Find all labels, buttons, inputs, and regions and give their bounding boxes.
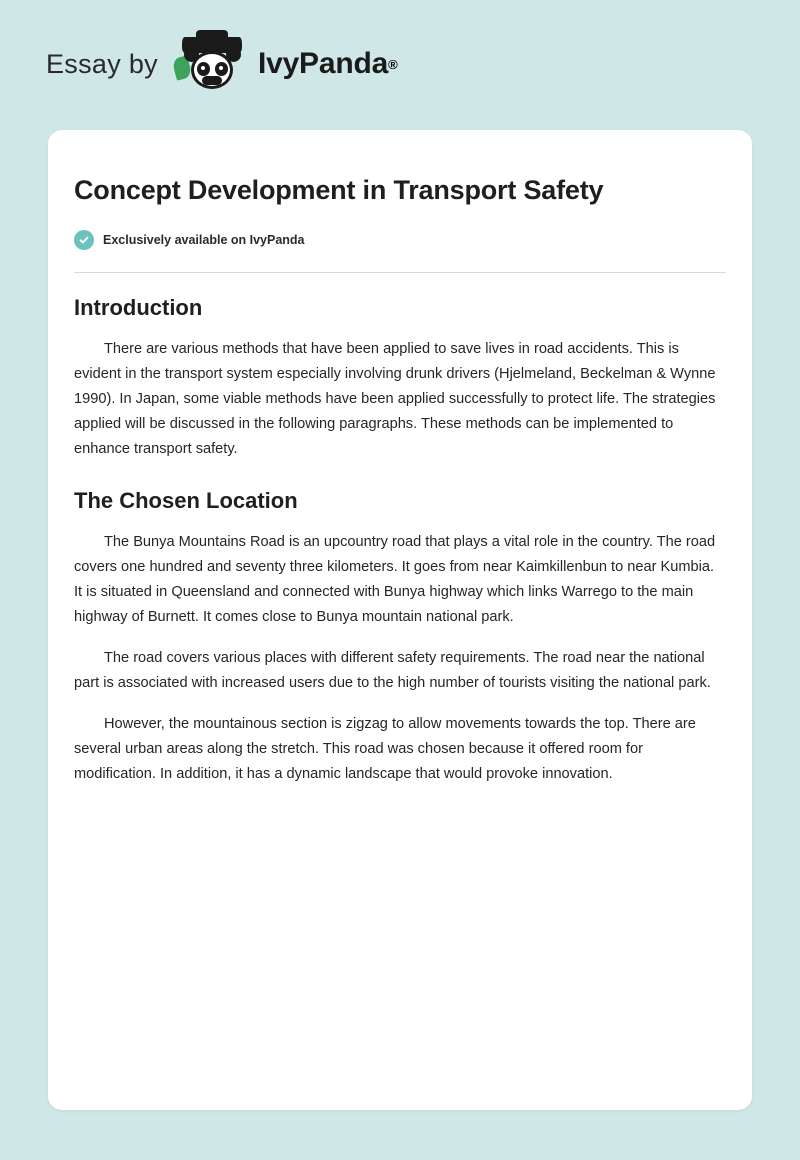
panda-muzzle-icon bbox=[202, 76, 222, 85]
exclusivity-badge bbox=[74, 230, 726, 250]
page-title: Concept Development in Transport Safety bbox=[74, 175, 604, 205]
essay-by-label: Essay by bbox=[46, 48, 158, 79]
panda-eye-left-icon bbox=[197, 62, 210, 76]
section-heading-chosen-location: The Chosen Location bbox=[74, 488, 298, 513]
paragraph: There are various methods that have been applied to save lives in road accidents. This is evident in the transport system especially involving drunk drivers (Hjelmeland, Beckelman & Wynne 1990). In Japan, some viable methods have been applied successfully to protect life. The strategies applied will be discussed in the following paragraphs. These methods can be implemented to enhance transport safety. bbox=[74, 341, 716, 457]
exclusivity-label: Exclusively available on IvyPanda bbox=[103, 233, 305, 247]
panda-graduate-icon bbox=[174, 35, 250, 93]
paragraph: The Bunya Mountains Road is an upcountry road that plays a vital role in the country. The road covers one hundred and seventy three kilometers. It goes from near Kaimkillenbun to near Kumbia. It is situated in Queensland and connected with Bunya highway which links Warrego to the main highway of Burnett. It comes close to Bunya mountain national park. bbox=[74, 534, 716, 625]
paragraph: The road covers various places with different safety requirements. The road near the national part is associated with increased users due to the high number of tourists visiting the national park. bbox=[74, 650, 711, 691]
section-heading-introduction: Introduction bbox=[74, 295, 203, 320]
brand-name: IvyPanda bbox=[257, 47, 389, 80]
title-divider bbox=[74, 272, 726, 273]
ivypanda-logo bbox=[174, 35, 398, 93]
panda-eye-right-icon bbox=[215, 62, 228, 76]
paragraph: However, the mountainous section is zigzag to allow movements towards the top. There are several urban areas along the stretch. This road was chosen because it offered room for modification. In addition, it has a dynamic landscape that would provoke innovation. bbox=[74, 716, 696, 782]
paper-card bbox=[48, 130, 752, 1110]
brand-header bbox=[0, 0, 800, 88]
registered-mark: ® bbox=[388, 56, 398, 72]
check-circle-icon bbox=[74, 230, 94, 250]
